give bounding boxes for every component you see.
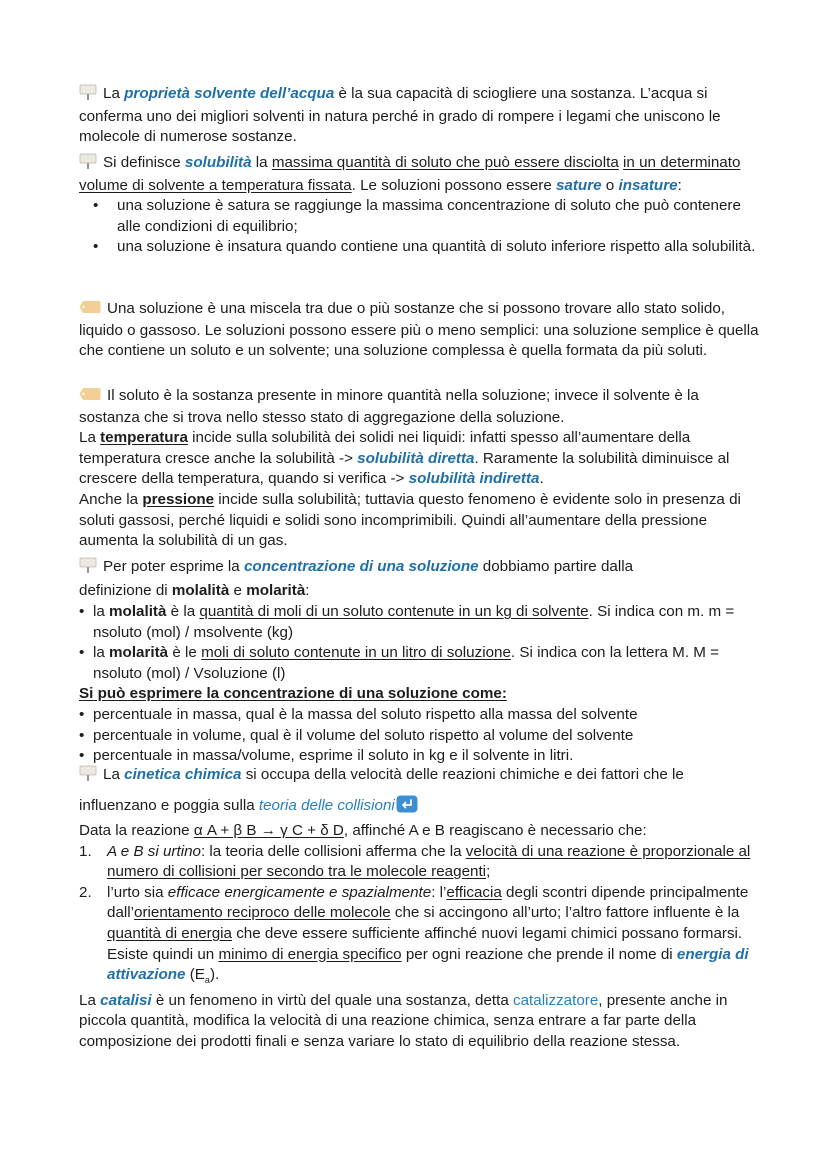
text: la [93,644,110,662]
underlined-text: velocità di una reazione è proporzionale al numero di collisioni per secondo tra le molecole reagenti [107,842,751,881]
list-item-condition-2 [79,883,759,991]
text: La [103,85,125,102]
text: , presente anche in piccola quantità, modifica la velocità di una reazione chimica, senza entrare a far parte della composizione dei prodotti finali e senza variare lo stato di equilibrio della reazione stessa. [79,991,728,1050]
conditions-list [79,842,759,991]
underlined-text: moli di soluto contenute in un litro di soluzione [201,644,511,662]
text: Si definisce [103,154,185,171]
text: : l’ [431,883,447,901]
text: . Le soluzioni possono essere [351,176,556,194]
text: (E [185,966,205,984]
reaction-equation: α A + β B → γ C + δ D [193,822,344,839]
paragraph-chemical-kinetics [79,764,759,1053]
tag-icon [79,300,101,321]
collision-theory-link[interactable]: teoria delle collisioni [258,797,395,814]
temperature-effect [79,428,759,490]
pushpin-icon [79,765,97,788]
return-arrow-icon[interactable] [396,795,418,821]
keyword-molarity: molarità [246,582,306,599]
italic-text: efficace energicamente e spazialmente [167,883,432,901]
keyword-sature: sature [555,176,602,194]
text: incide sulla solubilità; tuttavia questo fenomeno è evidente solo in presenza di soluti gassosi, perché liquidi e solidi sono incomprimibili. Quindi all’aumentare della pressione aumenta la solubilità di un gas. [79,490,741,550]
text: , affinché A e B reagiscano è necessario che: [343,822,647,839]
text: : [677,176,682,194]
pressure-effect [79,490,759,552]
paragraph-concentration [79,556,759,767]
text: Una soluzione è una miscela tra due o più sostanze che si possono trovare allo stato solido, liquido o gassoso. Le soluzioni possono essere più o meno semplici: una soluzione semplice è quella che contiene un soluto e un solvente; una soluzione complessa è quella formata da più soluti. [79,300,759,360]
keyword-pressure: pressione [142,490,215,508]
pushpin-icon [79,84,97,107]
keyword-catalysis: catalisi [100,991,152,1009]
text: ; [486,863,491,881]
reaction-statement [79,821,759,842]
text: . [539,470,544,488]
underlined-text: massima quantità di soluto che può essere disciolta [271,154,619,171]
text: si occupa della velocità delle reazioni chimiche e dei fattori che le [241,766,684,783]
section-heading: Si può esprimere la concentrazione di una soluzione come: [79,685,507,703]
underlined-text: quantità di energia [107,924,232,942]
pushpin-icon [79,153,97,176]
tag-icon [79,387,101,408]
subscript: a [204,975,210,986]
list-item: • una soluzione è satura se raggiunge la massima concentrazione di soluto che può contenere alle condizioni di equilibrio; [79,196,759,237]
text: o [601,176,619,194]
list-number: 1. [79,842,92,860]
paragraph-solution-definition [79,299,759,362]
underlined-text: orientamento reciproco delle molecole [134,904,391,922]
underlined-text: in un determinato volume di solvente a temperatura fissata [79,154,741,194]
keyword-indirect-solubility: solubilità indiretta [408,470,540,488]
concentration-definitions [79,580,759,602]
underlined-text: quantità di moli di un soluto contenute in un kg di solvente [199,603,589,620]
keyword-concentration: concentrazione di una soluzione [243,558,479,575]
list-item: • percentuale in massa/volume, esprime il soluto in kg e il solvente in litri. [79,746,759,767]
catalysis-paragraph [79,991,759,1053]
saturation-list [79,196,759,258]
text: che deve essere sufficiente affinché nuovi legami chimici possano formarsi. Esiste quindi un [107,924,743,963]
text: la [93,603,110,620]
text: : la teoria delle collisioni afferma che la [200,842,466,860]
keyword-direct-solubility: solubilità diretta [357,449,475,467]
paragraph-solubility [79,153,759,258]
text: per ogni reazione che prende il nome di [401,945,677,963]
keyword-solubility: solubilità [184,154,252,171]
pushpin-icon [79,557,97,580]
keyword-insature: insature [618,176,678,194]
keyword: molalità [109,603,167,620]
keyword-temperature: temperatura [100,429,188,447]
molality-molarity-list [79,602,759,684]
keyword-solvent-property: proprietà solvente dell’acqua [124,85,335,102]
text: : [305,582,310,599]
keyword-molality: molalità [171,582,230,599]
keyword-activation-energy: energia di attivazione [107,945,749,984]
text: è le [168,644,202,662]
text: è la sua capacità di sciogliere una sostanza. L’acqua si conferma uno dei migliori solventi in natura perché in grado di rompere i legami che uniscono le molecole di numerose sostanze. [79,85,721,146]
concentration-intro [79,556,759,580]
kinetics-intro [79,764,759,788]
catalyst-link[interactable]: catalizzatore [513,991,599,1009]
list-number: 2. [79,883,92,901]
text: ). [209,966,220,984]
list-item: • una soluzione è insatura quando contiene una quantità di soluto inferiore rispetto alla solubilità. [79,237,759,258]
text: . Si indica con m. m = nsoluto (mol) / msolvente (kg) [93,603,735,641]
text: La [79,429,101,447]
text: l’urto sia [107,883,168,901]
kinetics-collision [79,794,759,821]
list-item-molality [79,602,759,643]
text: Il soluto è la sostanza presente in minore quantità nella soluzione; invece il solvente è la sostanza che si trova nello stesso stato di aggregazione della soluzione. [79,387,699,426]
list-item: • percentuale in volume, qual è il volume del soluto rispetto al volume del solvente [79,726,759,747]
percentage-list [79,705,759,767]
text: . Raramente la solubilità diminuisce al crescere della temperatura, quando si verifica -> [79,449,730,488]
text: dobbiamo partire dalla [478,558,634,575]
text: . Si indica con la lettera M. M = nsoluto (mol) / Vsoluzione (l) [93,644,719,682]
list-item: • percentuale in massa, qual è la massa del soluto rispetto alla massa del solvente [79,705,759,726]
underlined-text: minimo di energia specifico [218,945,402,963]
text: incide sulla solubilità dei solidi nei liquidi: infatti spesso all’aumentare della temperatura cresce anche la solubilità -> [79,429,691,467]
text: è un fenomeno in virtù del quale una sostanza, detta [151,991,514,1009]
text: la [251,154,272,171]
text: Anche la [79,490,143,508]
list-item-molarity [79,643,759,684]
text: che si accingono all’urto; l’altro fattore influente è la [390,904,740,922]
keyword: molarità [109,644,169,662]
text: definizione di [79,582,172,599]
text: è la [166,603,200,620]
text: degli scontri dipende principalmente dall’ [107,883,749,922]
paragraph-solute-solvent [79,386,759,552]
list-item-condition-1 [79,842,759,883]
text: La [103,766,125,783]
text: La [79,991,101,1009]
text: Data la reazione [79,822,194,839]
keyword-chemical-kinetics: cinetica chimica [124,766,242,783]
underlined-text: efficacia [446,883,502,901]
solute-definition [79,386,759,428]
solubility-definition [79,153,759,196]
italic-text: A e B si urtino [107,842,201,860]
paragraph-solvent-property [79,84,759,148]
text: e [229,582,247,599]
text: Per poter esprime la [103,558,244,575]
text: influenzano e poggia sulla [79,797,259,814]
